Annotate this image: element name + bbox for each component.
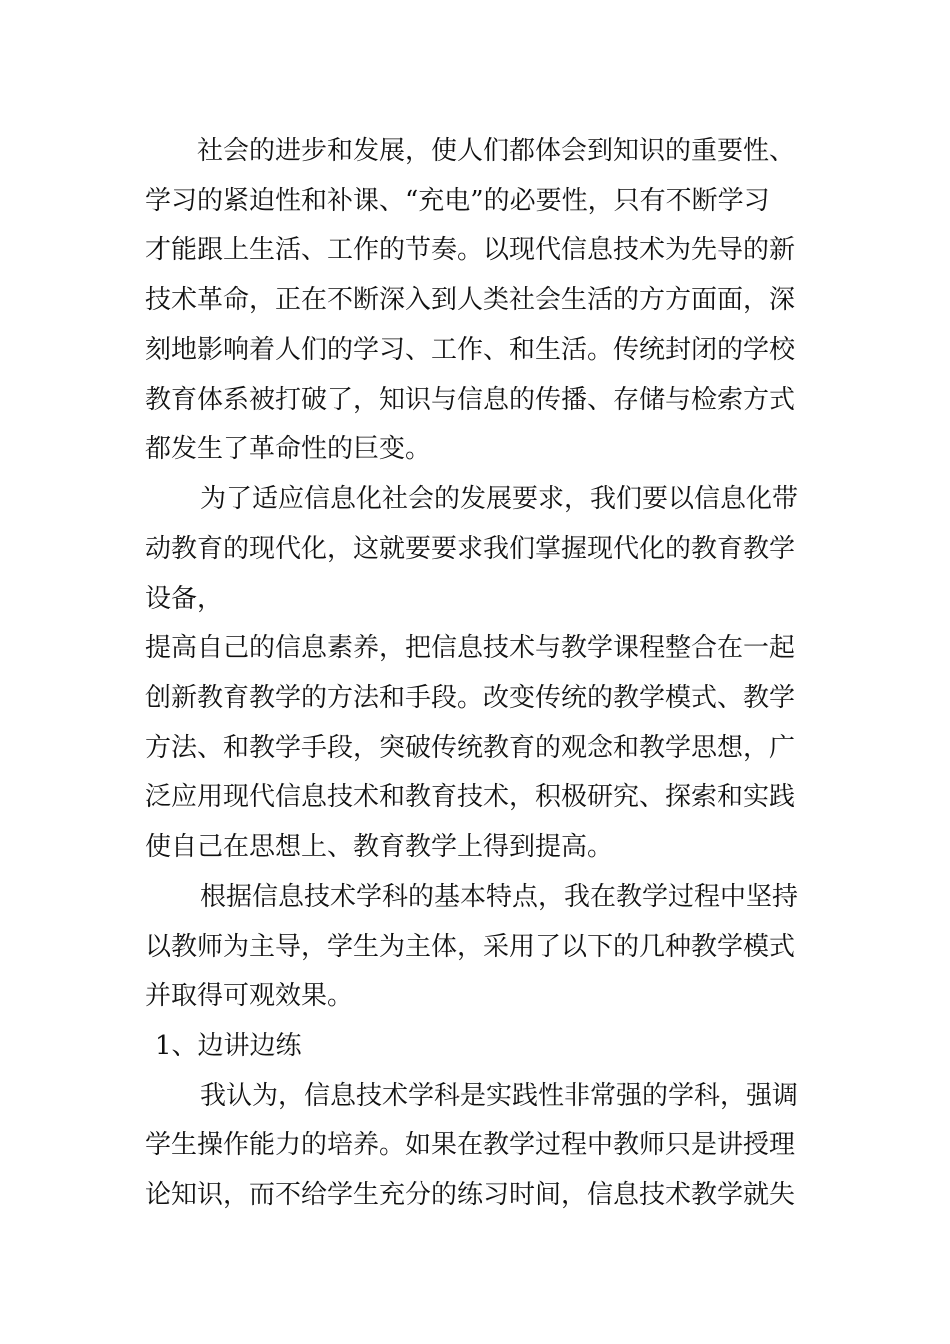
text-line: 使自己在思想上、教育教学上得到提高。	[145, 832, 614, 862]
text-line: 才能跟上生活、工作的节奏。以现代信息技术为先导的新	[145, 235, 796, 265]
text-line: 设备，	[145, 584, 224, 614]
text-line: 社会的进步和发展，使人们都体会到知识的重要性、	[197, 136, 796, 166]
text-line: 提高自己的信息素养，把信息技术与教学课程整合在一起	[145, 633, 796, 663]
text-line: 泛应用现代信息技术和教育技术，积极研究、探索和实践	[145, 782, 796, 812]
text-line: 为了适应信息化社会的发展要求，我们要以信息化带	[200, 484, 799, 514]
text-line: 动教育的现代化，这就要要求我们掌握现代化的教育教学	[145, 534, 796, 564]
text-line: 以教师为主导，学生为主体，采用了以下的几种教学模式	[145, 932, 796, 962]
text-line: 学习的紧迫性和补课、“充电”的必要性，只有不断学习	[145, 186, 770, 216]
section-heading: 1、边讲边练	[155, 1031, 302, 1061]
text-line: 方法、和教学手段，突破传统教育的观念和教学思想，广	[145, 733, 796, 763]
text-line: 根据信息技术学科的基本特点，我在教学过程中坚持	[200, 882, 799, 912]
text-line: 教育体系被打破了，知识与信息的传播、存储与检索方式	[145, 385, 796, 415]
text-line: 创新教育教学的方法和手段。改变传统的教学模式、教学	[145, 683, 796, 713]
text-line: 技术革命，正在不断深入到人类社会生活的方方面面，深	[145, 285, 796, 315]
text-line: 我认为，信息技术学科是实践性非常强的学科，强调	[200, 1081, 799, 1111]
text-line: 论知识，而不给学生充分的练习时间，信息技术教学就失	[145, 1180, 796, 1210]
text-line: 刻地影响着人们的学习、工作、和生活。传统封闭的学校	[145, 335, 796, 365]
text-line: 都发生了革命性的巨变。	[145, 434, 432, 464]
text-line: 并取得可观效果。	[145, 981, 354, 1011]
text-line: 学生操作能力的培养。如果在教学过程中教师只是讲授理	[145, 1130, 796, 1160]
